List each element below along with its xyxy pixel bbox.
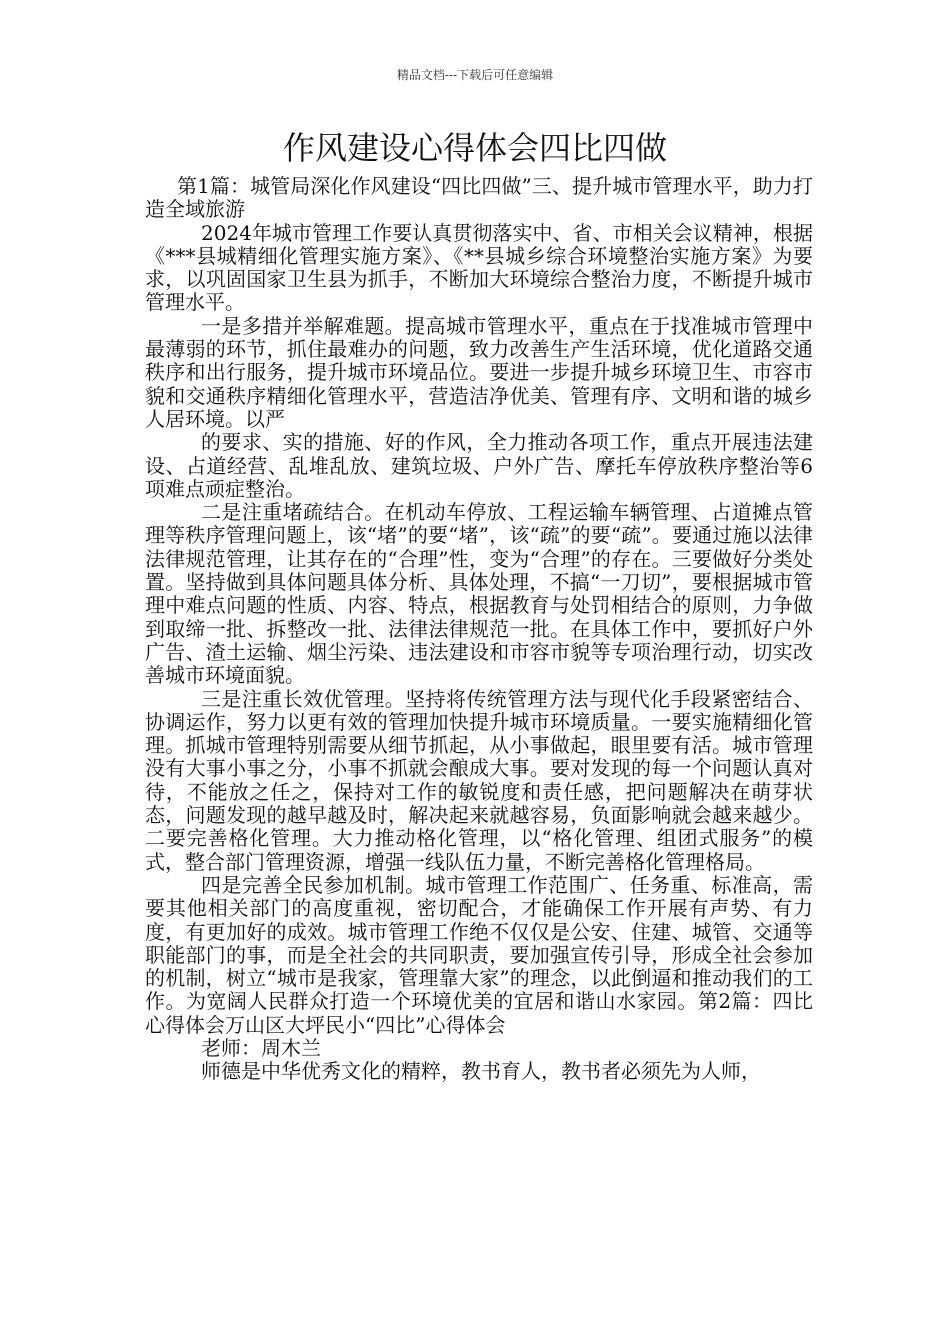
paragraph: 三是注重长效优管理。坚持将传统管理方法与现代化手段紧密结合、协调运作，努力以更有效的管理加快提升城市环境质量。一要实施精细化管理。抓城市管理特别需要从细节抓起，从小事做起，眼里要有活。城市管理没有大事小事之分，小事不抓就会酿成大事。要对发现的每一个问题认真对待，不能放之任之，保持对工作的敏锐度和责任感，把问题解决在萌芽状态，问题发现的越早越及时，解决起来就越容易，负面影响就会越来越少。二要完善格化管理。大力推动格化管理，以“格化管理、组团式服务”的模式，整合部门管理资源，增强一线队伍力量，不断完善格化管理格局。: [145, 686, 813, 874]
document-title: 作风建设心得体会四比四做: [282, 129, 667, 167]
paragraph: 老师：周木兰: [201, 1035, 321, 1060]
paragraph: 二是注重堵疏结合。在机动车停放、工程运输车辆管理、占道摊点管理等秩序管理问题上，该“堵”的要“堵”，该“疏”的要“疏”。要通过施以法律法律规范管理，让其存在的“合理”性，变为“合理”的存在。三要做好分类处置。坚持做到具体问题具体分析、具体处理，不搞“一刀切”，要根据城市管理中难点问题的性质、内容、特点，根据教育与处罚相结合的原则，力争做到取缔一批、拆整改一批、法律法律规范一批。在具体工作中，要抓好户外广告、渣土运输、烟尘污染、违法建设和市容市貌等专项治理行动，切实改善城市环境面貌。: [145, 500, 813, 688]
paragraph: 2024年城市管理工作要认真贯彻落实中、省、市相关会议精神，根据《***县城精细化管理实施方案》、《**县城乡综合环境整治实施方案》为要求，以巩固国家卫生县为抓手，不断加大环境综合整治力度，不断提升城市管理水平。: [145, 220, 813, 315]
paragraph: 的要求、实的措施、好的作风，全力推动各项工作，重点开展违法建设、占道经营、乱堆乱放、建筑垃圾、户外广告、摩托车停放秩序整治等6项难点顽症整治。: [145, 430, 813, 501]
page-header: 精品文档---下载后可任意编辑: [396, 68, 554, 82]
paragraph: 师德是中华优秀文化的精粹，教书育人，教书者必须先为人师，: [201, 1059, 761, 1084]
paragraph: 第1篇：城管局深化作风建设“四比四做”三、提升城市管理水平，助力打造全域旅游: [145, 174, 813, 222]
paragraph: 一是多措并举解难题。提高城市管理水平，重点在于找准城市管理中最薄弱的环节，抓住最难办的问题，致力改善生产生活环境，优化道路交通秩序和出行服务，提升城市环境品位。要进一步提升城乡环境卫生、市容市貌和交通秩序精细化管理水平，营造洁净优美、管理有序、文明和谐的城乡人居环境。以严: [145, 313, 813, 431]
paragraph: 四是完善全民参加机制。城市管理工作范围广、任务重、标准高，需要其他相关部门的高度重视，密切配合，才能确保工作开展有声势、有力度，有更加好的成效。城市管理工作绝不仅仅是公安、住建、城管、交通等职能部门的事，而是全社会的共同职责，要加强宣传引导，形成全社会参加的机制，树立“城市是我家，管理靠大家”的理念，以此倒逼和推动我们的工作。为宽阔人民群众打造一个环境优美的宜居和谐山水家园。第2篇：四比心得体会万山区大坪民小“四比”心得体会: [145, 872, 813, 1037]
document-body: [145, 175, 813, 1084]
